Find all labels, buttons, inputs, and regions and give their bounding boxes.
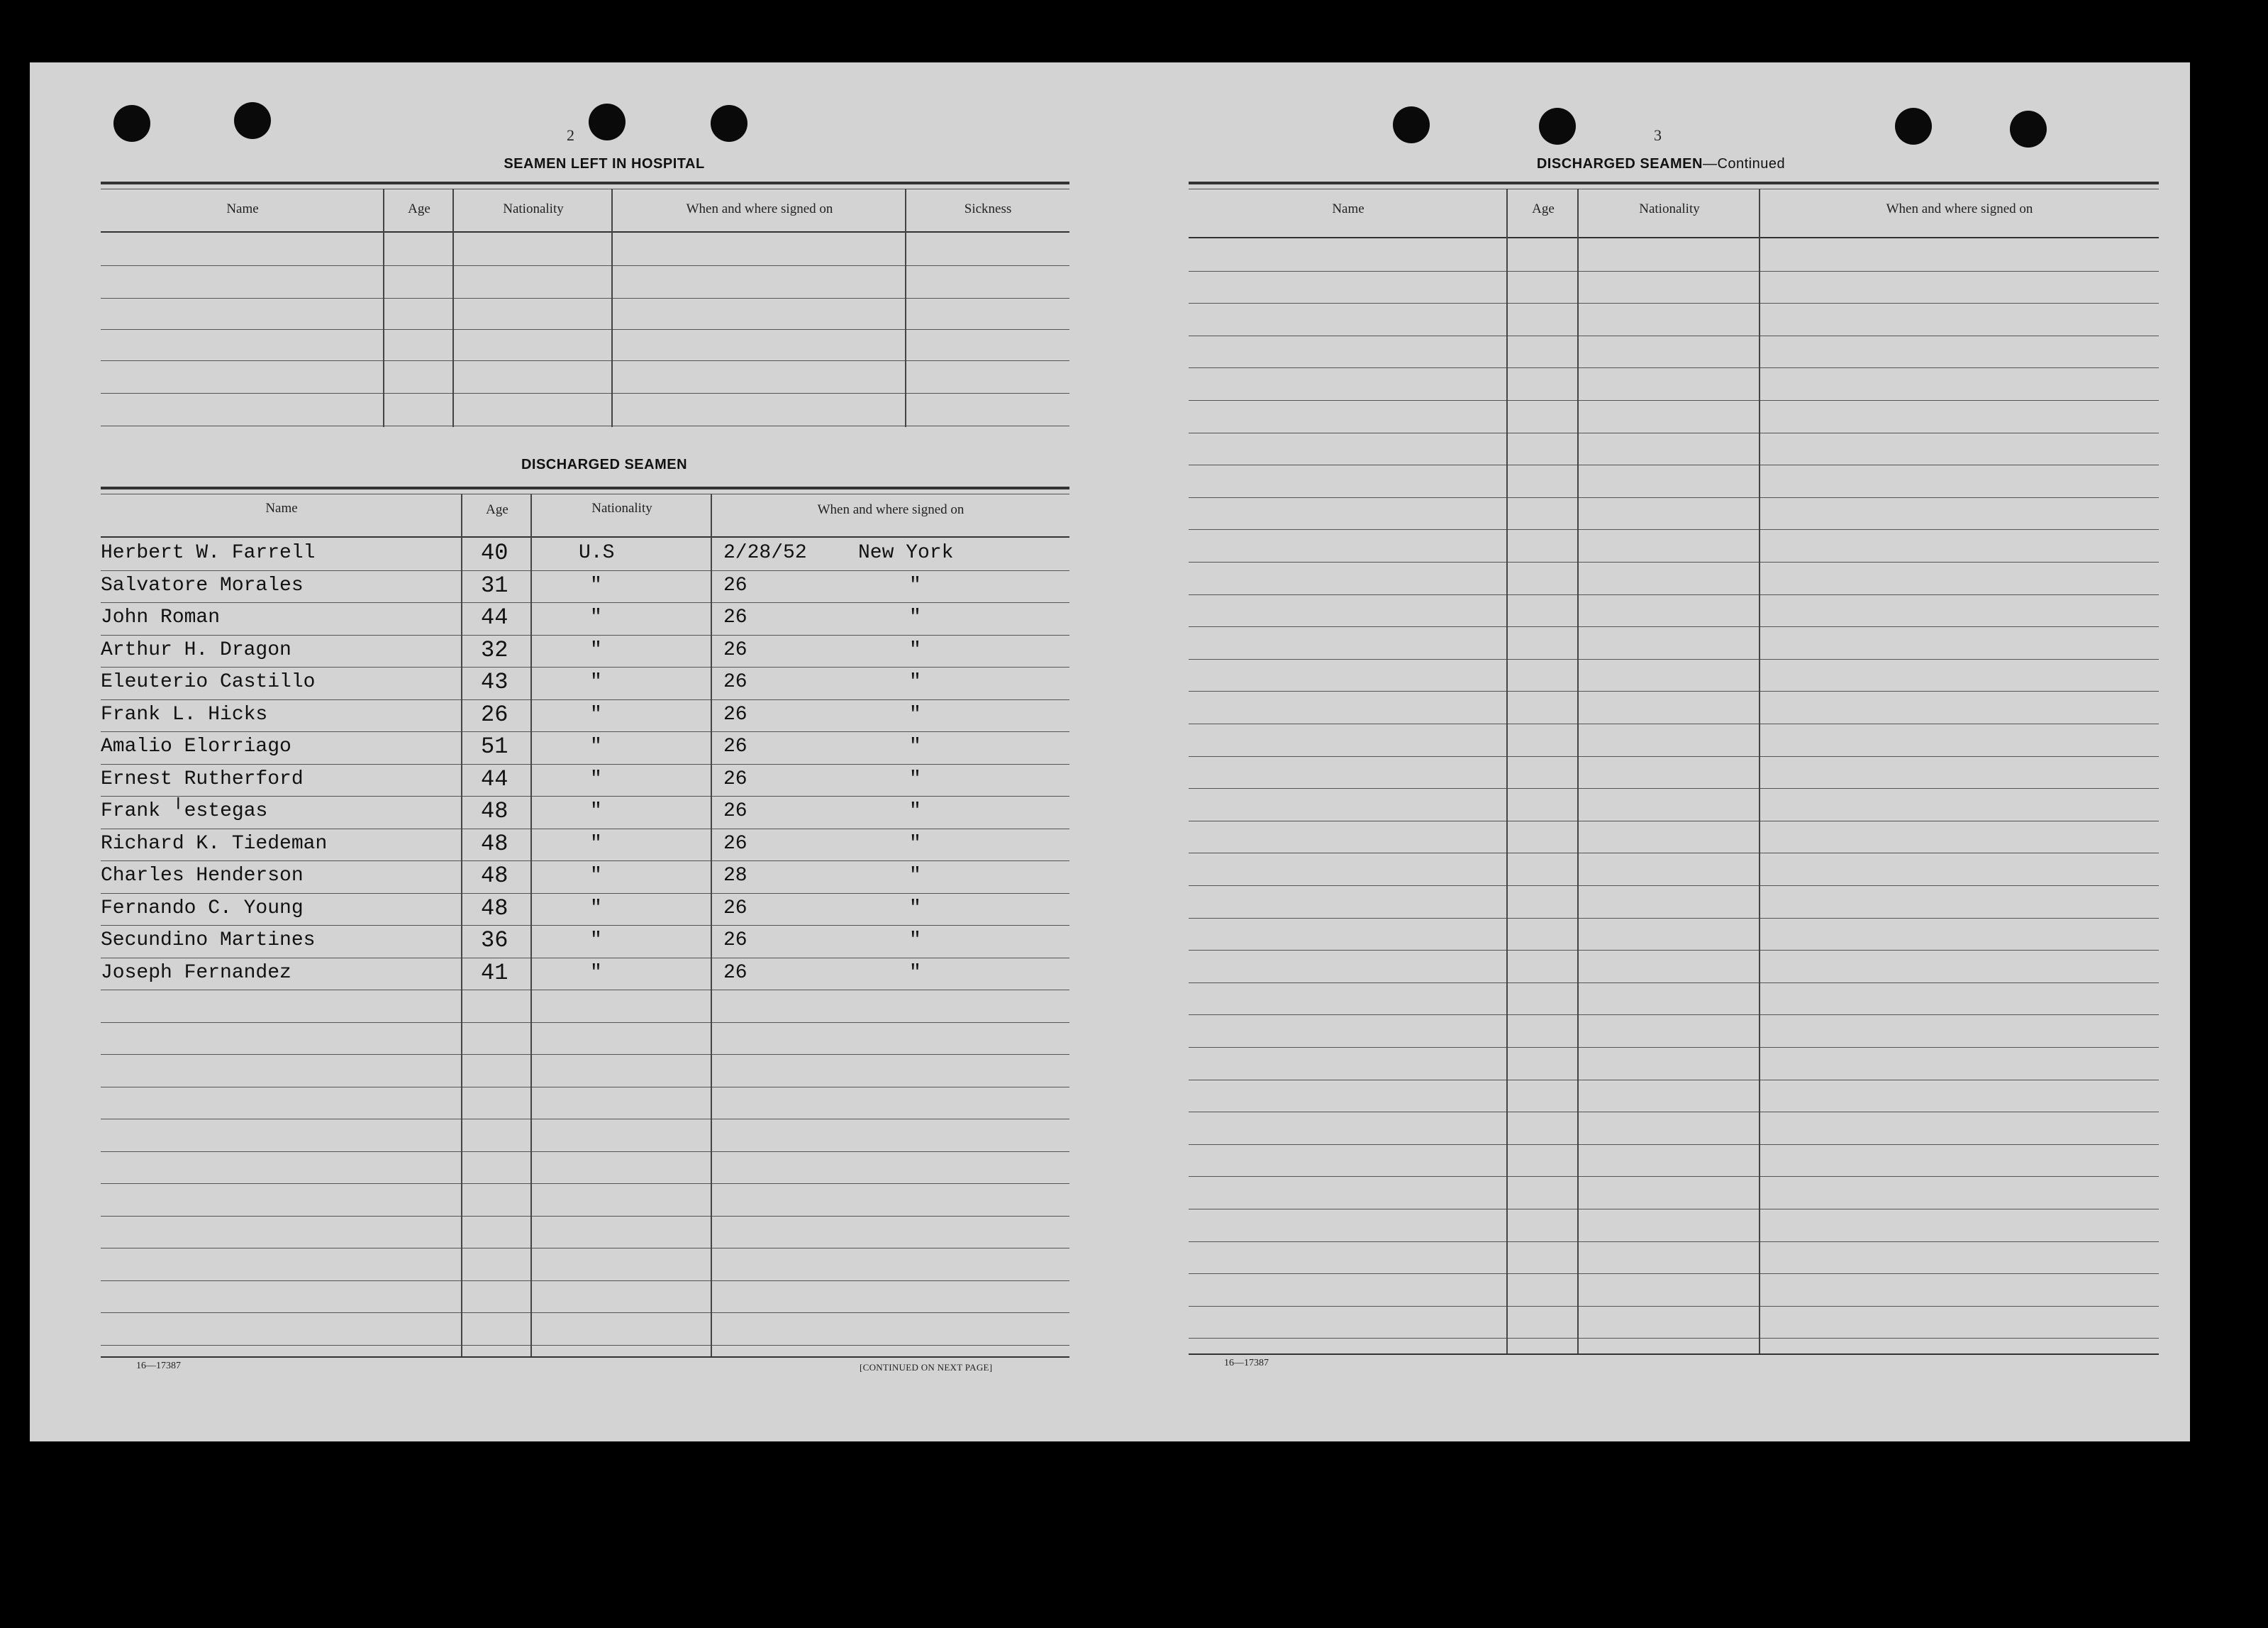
row-rule [1189, 788, 2159, 789]
table-row [101, 764, 1069, 795]
column-header-age: Age [486, 502, 508, 517]
row-rule [1189, 1047, 2159, 1048]
cell-age: 40 [481, 540, 508, 566]
cell-place: New York [858, 542, 954, 564]
cell-nationality: " [590, 607, 602, 629]
cell-name: Salvatore Morales [101, 575, 304, 597]
column-header-name: Name [226, 201, 259, 216]
cell-age: 26 [481, 702, 508, 728]
row-rule [1189, 1144, 2159, 1145]
column-header-age: Age [408, 201, 430, 216]
cell-place: " [909, 962, 921, 984]
column-header-name: Name [1332, 201, 1364, 216]
cell-age: 31 [481, 572, 508, 599]
table-row [101, 860, 1069, 892]
cell-nationality: " [590, 768, 602, 790]
cell-nationality: " [590, 671, 602, 693]
row-rule [101, 1312, 1069, 1313]
row-rule [1189, 659, 2159, 660]
cell-place: " [909, 736, 921, 758]
cell-age: 51 [481, 733, 508, 760]
cell-name: Amalio Elorriago [101, 736, 291, 758]
row-rule [101, 1151, 1069, 1152]
cell-nationality: " [590, 736, 602, 758]
cell-date: 28 [723, 865, 747, 887]
cell-age: 41 [481, 960, 508, 986]
hospital-section-title: SEAMEN LEFT IN HOSPITAL [504, 156, 705, 172]
cell-name: Herbert W. Farrell [101, 542, 316, 564]
continued-note: [CONTINUED ON NEXT PAGE] [860, 1362, 993, 1373]
cell-date: 26 [723, 833, 747, 855]
punch-hole [234, 102, 271, 139]
table-row [101, 635, 1069, 666]
cell-age: 48 [481, 798, 508, 824]
row-rule [1189, 756, 2159, 757]
cell-place: " [909, 671, 921, 693]
row-rule [1189, 367, 2159, 368]
cell-place: " [909, 575, 921, 597]
cell-age: 32 [481, 637, 508, 663]
row-rule [1189, 271, 2159, 272]
title-continued: —Continued [1702, 156, 1786, 172]
cell-place: " [909, 833, 921, 855]
punch-hole [711, 105, 747, 142]
cell-nationality: " [590, 639, 602, 661]
page-number: 2 [567, 126, 574, 144]
cell-name: Eleuterio Castillo [101, 671, 316, 693]
row-rule [1189, 1306, 2159, 1307]
cell-name: Richard K. Tiedeman [101, 833, 328, 855]
cell-date: 26 [723, 575, 747, 597]
cell-date: 26 [723, 736, 747, 758]
table-row [101, 958, 1069, 989]
row-rule [1189, 626, 2159, 627]
row-rule [1189, 594, 2159, 595]
continued-rows [1189, 238, 2159, 1345]
row-rule [101, 1054, 1069, 1055]
cell-place: " [909, 768, 921, 790]
cell-place: " [909, 865, 921, 887]
cell-date: 2/28/52 [723, 542, 807, 564]
row-rule [1189, 562, 2159, 563]
cell-date: 26 [723, 704, 747, 726]
cell-name: Charles Henderson [101, 865, 304, 887]
table-row [101, 602, 1069, 633]
cell-place: " [909, 704, 921, 726]
cell-date: 26 [723, 607, 747, 629]
row-rule [1189, 950, 2159, 951]
punch-hole [1895, 108, 1932, 145]
row-rule [1189, 982, 2159, 983]
row-rule [1189, 303, 2159, 304]
row-rule [1189, 1241, 2159, 1242]
cell-date: 26 [723, 768, 747, 790]
row-rule [1189, 400, 2159, 401]
row-rule [1189, 1176, 2159, 1177]
row-rule [1189, 918, 2159, 919]
form-number: 16—17387 [136, 1361, 181, 1371]
cell-name: Frank L. Hicks [101, 704, 268, 726]
cell-place: " [909, 639, 921, 661]
row-rule [101, 1216, 1069, 1217]
cell-name: Arthur H. Dragon [101, 639, 291, 661]
cell-place: " [909, 607, 921, 629]
table-row [101, 796, 1069, 827]
column-header-nationality: Nationality [503, 201, 564, 216]
table-row [101, 699, 1069, 731]
cell-name: Ernest Rutherford [101, 768, 304, 790]
row-rule [101, 1022, 1069, 1023]
column-header-age: Age [1532, 201, 1555, 216]
cell-date: 26 [723, 897, 747, 919]
punch-hole [2010, 111, 2047, 148]
table-row [101, 667, 1069, 698]
row-rule [1189, 1273, 2159, 1274]
page-number: 3 [1654, 126, 1662, 144]
form-number: 16—17387 [1224, 1358, 1269, 1368]
column-header-nationality: Nationality [591, 501, 652, 516]
cell-nationality: " [590, 962, 602, 984]
row-rule [101, 1183, 1069, 1184]
discharged-continued-title [1448, 156, 1874, 172]
document-sheet [30, 62, 2190, 1441]
cell-date: 26 [723, 800, 747, 822]
table-row [101, 731, 1069, 763]
cell-name: Secundino Martines [101, 929, 316, 951]
column-header-sickness: Sickness [964, 201, 1012, 216]
cell-age: 48 [481, 831, 508, 857]
cell-date: 26 [723, 671, 747, 693]
row-rule [101, 1345, 1069, 1346]
row-rule [1189, 529, 2159, 530]
cell-name: John Roman [101, 607, 221, 629]
cell-age: 43 [481, 669, 508, 695]
punch-hole [113, 105, 150, 142]
cell-date: 26 [723, 962, 747, 984]
cell-nationality: U.S [579, 542, 615, 564]
cell-place: " [909, 929, 921, 951]
cell-nationality: " [590, 833, 602, 855]
cell-name: Frank ╵estegas [101, 800, 268, 822]
column-header-signed-on: When and where signed on [1886, 201, 2033, 216]
row-rule [1189, 691, 2159, 692]
cell-date: 26 [723, 929, 747, 951]
row-rule [101, 1280, 1069, 1281]
table-row [101, 893, 1069, 924]
cell-place: " [909, 800, 921, 822]
row-rule [1189, 885, 2159, 886]
table-row [101, 829, 1069, 860]
cell-age: 36 [481, 927, 508, 953]
cell-nationality: " [590, 897, 602, 919]
discharged-section-title: DISCHARGED SEAMEN [521, 457, 688, 472]
cell-age: 44 [481, 604, 508, 631]
column-header-nationality: Nationality [1639, 201, 1700, 216]
column-header-signed-on: When and where signed on [686, 201, 833, 216]
punch-hole [589, 104, 626, 140]
cell-name: Joseph Fernandez [101, 962, 291, 984]
discharged-rows [101, 538, 1069, 1346]
title-main: DISCHARGED SEAMEN [1536, 156, 1703, 172]
cell-nationality: " [590, 800, 602, 822]
row-rule [1189, 1014, 2159, 1015]
cell-nationality: " [590, 929, 602, 951]
cell-name: Fernando C. Young [101, 897, 304, 919]
row-rule [1189, 1338, 2159, 1339]
column-header-signed-on: When and where signed on [817, 502, 965, 517]
cell-nationality: " [590, 704, 602, 726]
table-row [101, 538, 1069, 569]
table-row [101, 925, 1069, 956]
cell-nationality: " [590, 575, 602, 597]
cell-date: 26 [723, 639, 747, 661]
punch-hole [1393, 106, 1430, 143]
table-row [101, 570, 1069, 602]
row-rule [1189, 497, 2159, 498]
cell-age: 48 [481, 895, 508, 921]
cell-place: " [909, 897, 921, 919]
cell-age: 48 [481, 863, 508, 889]
cell-age: 44 [481, 766, 508, 792]
column-header-name: Name [265, 501, 298, 516]
punch-hole [1539, 108, 1576, 145]
cell-nationality: " [590, 865, 602, 887]
